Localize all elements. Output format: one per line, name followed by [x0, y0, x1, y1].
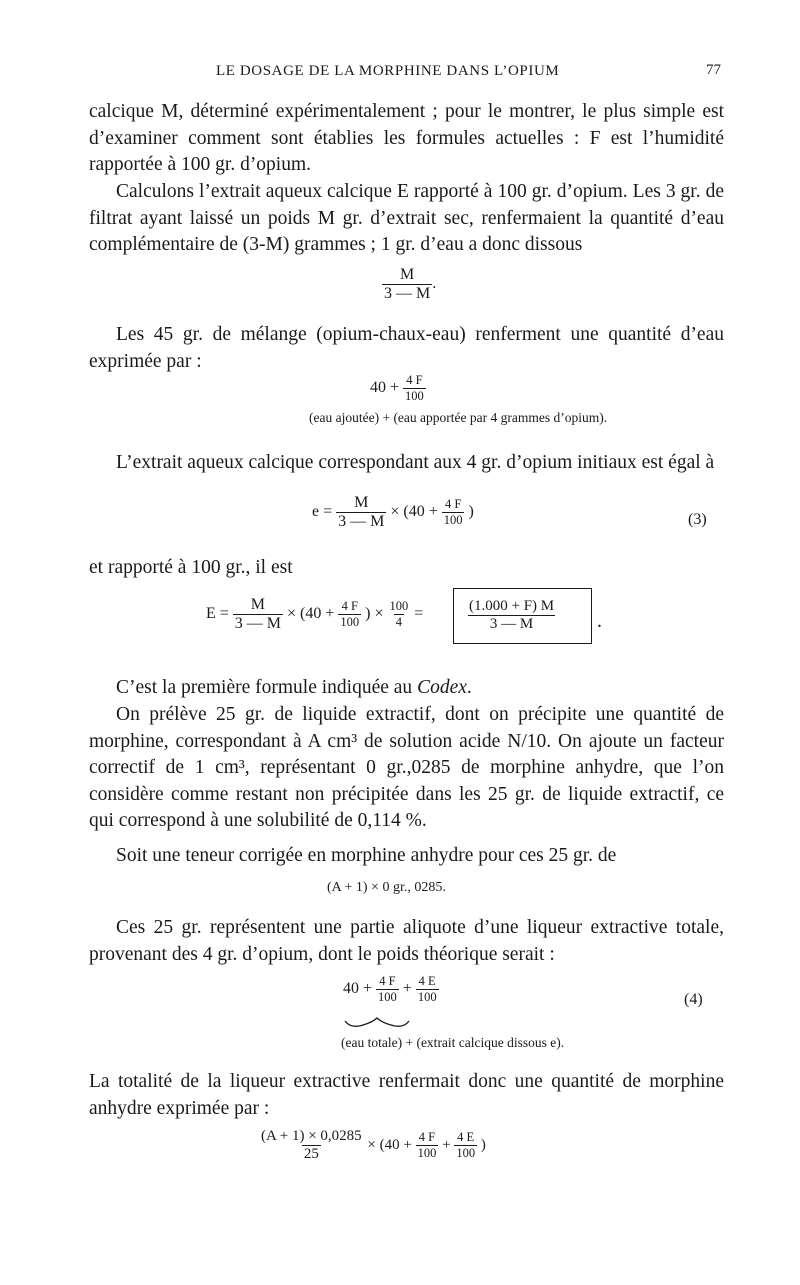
fraction-denominator: 3 — M	[384, 284, 431, 302]
formula-end: )	[480, 1136, 486, 1153]
formula-correction: (A + 1) × 0 gr., 0285.	[327, 880, 446, 895]
paragraph-1: calcique M, déterminé expérimentalement ; pour le montrer, le plus simple est d’examiner comment sont établies les formules actuelles : F est l’humidité rapportée à 100 gr. d’opium.	[89, 101, 724, 175]
running-header: LE DOSAGE DE LA MORPHINE DANS L’OPIUM	[216, 63, 560, 79]
fraction-numerator: 100	[389, 598, 409, 613]
fraction-numerator: 4 F	[406, 373, 423, 387]
fraction-numerator: 4 E	[418, 974, 436, 988]
boxed-result	[467, 598, 556, 633]
formula-equals: =	[414, 605, 424, 623]
fraction-numerator: 4 F	[379, 974, 396, 988]
fraction-numerator: 4 E	[457, 1129, 475, 1144]
fraction-numerator: (A + 1) × 0,0285	[261, 1128, 362, 1144]
fraction-denominator: 100	[405, 388, 424, 403]
fraction-numerator: M	[400, 266, 415, 283]
formula-end: .	[432, 275, 437, 293]
page-number: 77	[706, 62, 721, 78]
formula-end-period: .	[597, 610, 602, 632]
formula-lead: 40 +	[370, 379, 400, 397]
formula-water-note: (eau ajoutée) + (eau apportée par 4 grammes d’opium).	[309, 410, 608, 425]
fraction-denominator: 100	[443, 512, 463, 527]
fraction-denominator: 100	[456, 1145, 476, 1160]
paragraph-6	[89, 675, 724, 702]
paragraph-5: et rapporté à 100 gr., il est	[89, 557, 293, 578]
formula-middle: × (40 +	[367, 1136, 412, 1153]
underbrace	[343, 1017, 411, 1031]
fraction-denominator: 100	[417, 1145, 437, 1160]
codex-italic: Codex	[417, 677, 467, 698]
formula-3	[312, 494, 474, 531]
paragraph-2: Calculons l’extrait aqueux calcique E rapporté à 100 gr. d’opium. Les 3 gr. de filtrat ayant laissé un poids M gr. d’extrait sec, renfermaient la quantité d’eau complémentaire de (3-M) grammes ; 1 gr. d’eau a donc dissous	[89, 181, 724, 255]
formula-middle: × (40 +	[287, 605, 335, 623]
formula-middle: ) ×	[365, 605, 384, 623]
fraction-denominator: 25	[303, 1145, 319, 1162]
equation-number-4: (4)	[684, 991, 703, 1008]
fraction-numerator: 4 F	[444, 496, 462, 511]
equation-number-3: (3)	[688, 511, 707, 528]
formula-middle: × (40 +	[390, 503, 438, 521]
paragraph-8: Soit une teneur corrigée en morphine anhydre pour ces 25 gr. de	[116, 845, 617, 866]
paragraph-4: L’extrait aqueux calcique correspondant aux 4 gr. d’opium initiaux est égal à	[116, 452, 715, 473]
paragraph-3: Les 45 gr. de mélange (opium-chaux-eau) renferment une quantité d’eau exprimée par :	[89, 324, 724, 372]
fraction-numerator: M	[354, 494, 369, 511]
formula-end: )	[468, 503, 474, 521]
paragraph-10: La totalité de la liqueur extractive renfermait donc une quantité de morphine anhydre exprimée par :	[89, 1071, 724, 1119]
paragraph-9: Ces 25 gr. représentent une partie aliquote d’une liqueur extractive totale, provenant des 4 gr. d’opium, dont le poids théorique serait :	[89, 917, 724, 965]
fraction-denominator: 100	[378, 989, 397, 1004]
formula-m-ratio	[382, 266, 436, 303]
text-run: C’est la première formule indiquée au	[116, 677, 418, 698]
fraction-numerator: (1.000 + F) M	[469, 598, 555, 614]
fraction-denominator: 100	[417, 989, 437, 1004]
fraction-denominator: 3 — M	[234, 614, 282, 632]
fraction-denominator: 4	[395, 614, 403, 629]
fraction-denominator: 100	[340, 614, 360, 629]
formula-water	[370, 374, 426, 403]
fraction-numerator: 4 F	[341, 598, 358, 613]
fraction-numerator: 4 F	[418, 1129, 436, 1144]
fraction-denominator: 3 — M	[468, 615, 555, 633]
formula-lead: e =	[312, 503, 333, 521]
formula-4-note: (eau totale) + (extrait calcique dissous e).	[341, 1035, 565, 1050]
paragraph-7: On prélève 25 gr. de liquide extractif, dont on précipite une quantité de morphine, correspondant à A cm³ de solution acide N/10. On ajoute un facteur correctif de 1 cm³, représentant 0 gr.,0285 de morphine anhydre, que l’on considère comme restant non précipitée dans les 25 gr. de liquide extractif, ce qui correspond à une solubilité de 0,114 %.	[89, 704, 724, 831]
formula-lead: E =	[206, 605, 229, 623]
fraction-denominator: 3 — M	[338, 512, 385, 530]
formula-final	[259, 1128, 486, 1163]
formula-lead: 40 +	[343, 980, 373, 998]
fraction-numerator: M	[250, 596, 266, 613]
formula-e	[206, 596, 423, 633]
formula-plus: +	[442, 1136, 451, 1153]
text-run: .	[466, 677, 472, 698]
formula-4	[343, 975, 439, 1004]
formula-plus: +	[402, 980, 412, 998]
